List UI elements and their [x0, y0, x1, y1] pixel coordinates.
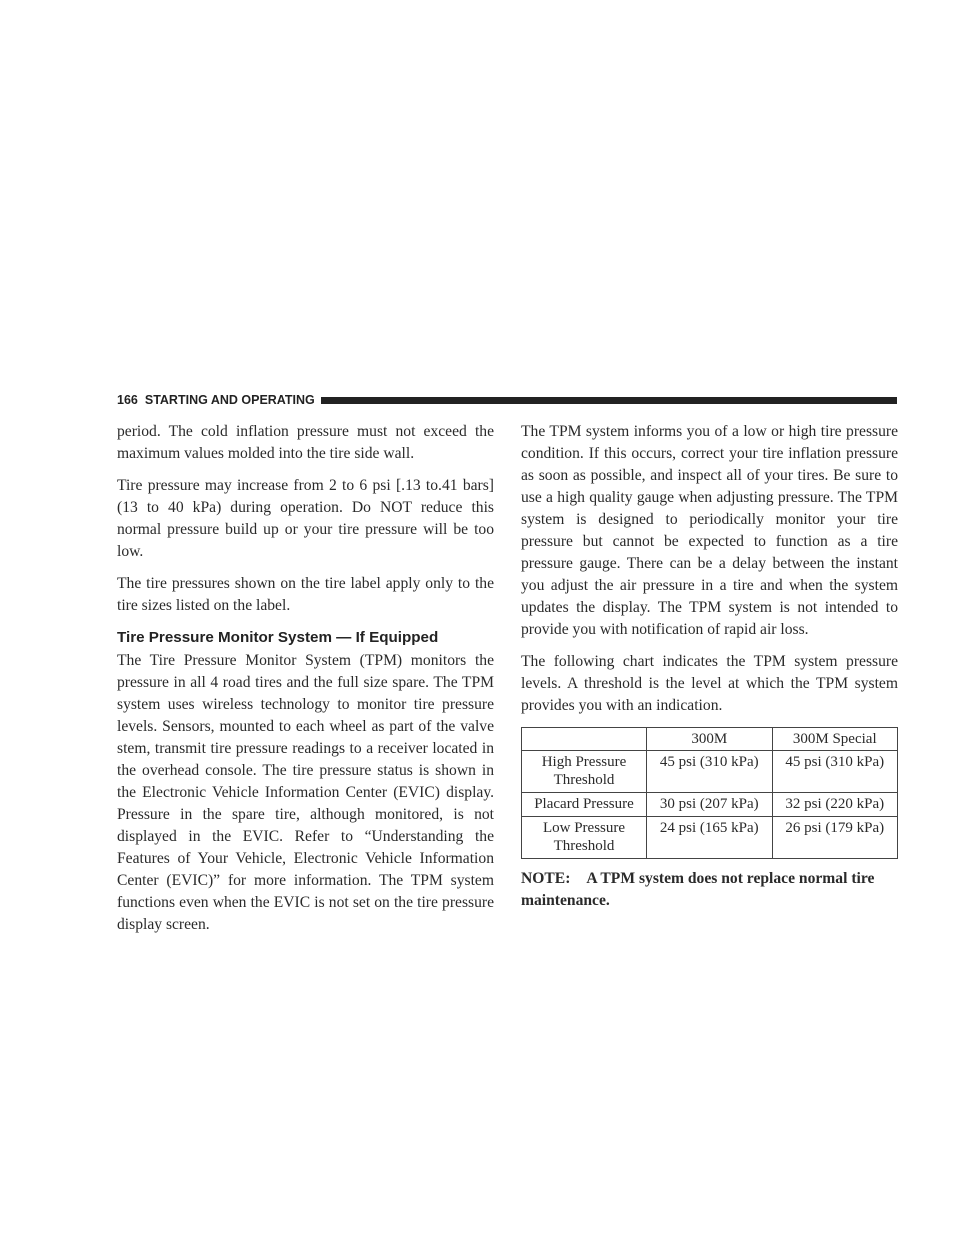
paragraph: Tire pressure may increase from 2 to 6 psi [.13 to.41 bars] (13 to 40 kPa) during operation. Do NOT reduce this normal pressure build up or your tire pressure will be too low. — [117, 477, 494, 560]
table-row — [522, 793, 898, 817]
tpm-pressure-table — [521, 727, 898, 859]
table-header-cell: 300M Special — [772, 728, 898, 751]
note — [521, 868, 898, 912]
table-header-cell: 300M — [647, 728, 773, 751]
page-header — [117, 391, 897, 409]
section-subheading: Tire Pressure Monitor System — If Equipped — [117, 629, 439, 646]
table-cell: 32 psi (220 kPa) — [772, 793, 898, 817]
table-cell: 45 psi (310 kPa) — [772, 751, 898, 793]
paragraph: The tire pressures shown on the tire label apply only to the tire sizes listed on the label. — [117, 575, 494, 614]
right-column — [521, 421, 898, 922]
table-cell: 24 psi (165 kPa) — [647, 817, 773, 859]
table-row — [522, 817, 898, 859]
row-label-cell: Placard Pressure — [522, 793, 647, 817]
page-number: 166 — [117, 393, 138, 407]
header-rule — [321, 397, 897, 404]
note-text: A TPM system does not replace normal tire maintenance. — [521, 870, 875, 909]
row-label-cell: High Pressure Threshold — [522, 751, 647, 793]
section-title: STARTING AND OPERATING — [144, 393, 315, 407]
table-row — [522, 751, 898, 793]
paragraph: The Tire Pressure Monitor System (TPM) monitors the pressure in all 4 road tires and the full size spare. The TPM system uses wireless technology to monitor tire pressure levels. Sensors, mounted to each wheel as part of the valve stem, transmit tire pressure readings to a receiver located in the overhead console. The tire pressure status is shown in the Electronic Vehicle Information Center (EVIC) display. Pressure in the spare tire, although monitored, is not displayed in the EVIC. Refer to “Understanding the Features of Your Vehicle, Electronic Vehicle Information Center (EVIC)” for more information. The TPM system functions even when the EVIC is not set on the tire pressure display screen. — [117, 652, 494, 933]
table-header-row — [522, 728, 898, 751]
note-label: NOTE: — [521, 870, 571, 887]
paragraph: The following chart indicates the TPM system pressure levels. A threshold is the level at which the TPM system provides you with an indication. — [521, 653, 898, 714]
left-column — [117, 421, 494, 946]
table-cell: 30 psi (207 kPa) — [647, 793, 773, 817]
table-cell: 45 psi (310 kPa) — [647, 751, 773, 793]
table-cell: 26 psi (179 kPa) — [772, 817, 898, 859]
table-header-cell — [522, 728, 647, 751]
paragraph: The TPM system informs you of a low or high tire pressure condition. If this occurs, correct your tire inflation pressure as soon as possible, and inspect all of your tires. Be sure to use a high quality gauge when adjusting pressure. The TPM system is designed to periodically monitor your tire pressure but cannot be expected to function as a tire pressure gauge. There can be a delay between the instant you adjust the air pressure in a tire and when the system updates the display. The TPM system is not intended to provide you with notification of rapid air loss. — [521, 423, 898, 638]
paragraph: period. The cold inflation pressure must not exceed the maximum values molded into the tire side wall. — [117, 423, 494, 462]
row-label-cell: Low Pressure Threshold — [522, 817, 647, 859]
